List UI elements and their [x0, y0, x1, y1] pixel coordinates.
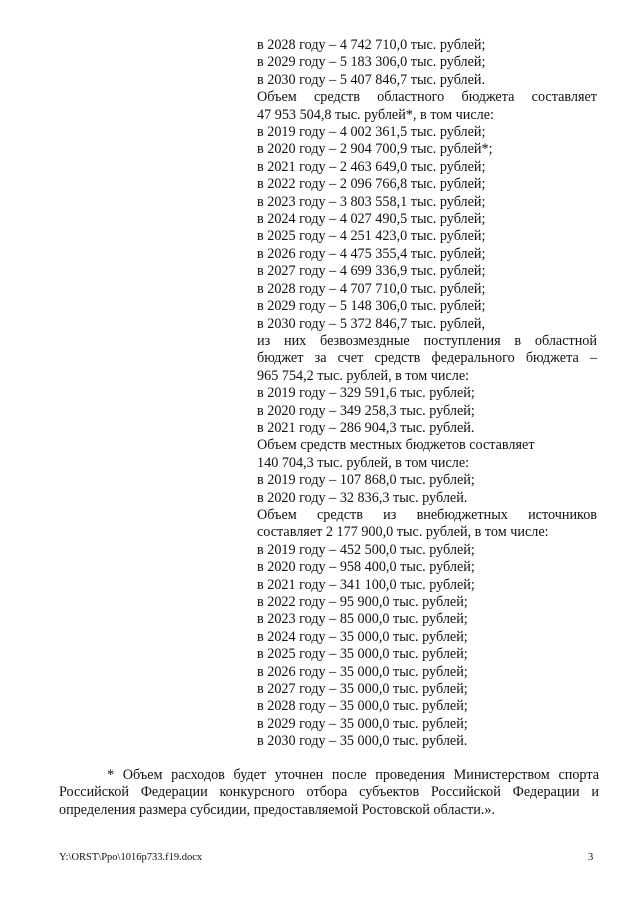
text-line: в 2019 году – 452 500,0 тыс. рублей; — [257, 541, 475, 558]
text-line: в 2020 году – 958 400,0 тыс. рублей; — [257, 559, 475, 576]
federal-paragraph-line: бюджет за счет средств федерального бюджета – — [257, 350, 597, 367]
text-line: в 2020 году – 349 258,3 тыс. рублей; — [257, 402, 475, 419]
text-line: в 2019 году – 4 002 361,5 тыс. рублей; — [257, 124, 486, 141]
text-line: в 2029 году – 5 148 306,0 тыс. рублей; — [257, 298, 486, 315]
text-line: в 2029 году – 5 183 306,0 тыс. рублей; — [257, 54, 486, 71]
local-total: 140 704,3 тыс. рублей, в том числе: — [257, 454, 470, 471]
text-line: в 2022 году – 95 900,0 тыс. рублей; — [257, 594, 468, 610]
text-line: в 2023 году – 85 000,0 тыс. рублей; — [257, 611, 468, 628]
text-line: в 2030 году – 5 407 846,7 тыс. рублей. — [257, 71, 486, 88]
text-line: в 2019 году – 107 868,0 тыс. рублей; — [257, 472, 475, 489]
text-line: в 2025 году – 35 000,0 тыс. рублей; — [257, 646, 468, 663]
footnote-text: * Объем расходов будет уточнен после проведения Министерством спорта Российской Федерации конкурсного отбора субъектов Российской Федерации и определения размера субсидии, предоставляемой Ростовской области.». — [59, 767, 599, 818]
text-line: в 2024 году – 4 027 490,5 тыс. рублей; — [257, 211, 486, 228]
text-line: в 2020 году – 32 836,3 тыс. рублей. — [257, 489, 468, 506]
footnote — [59, 767, 599, 819]
local-heading: Объем средств местных бюджетов составляет — [257, 437, 535, 454]
total-lines — [257, 37, 597, 89]
text-line: в 2029 году – 35 000,0 тыс. рублей; — [257, 715, 468, 732]
text-line: в 2027 году – 4 699 336,9 тыс. рублей; — [257, 263, 486, 280]
federal-total: 965 754,2 тыс. рублей, в том числе: — [257, 367, 470, 384]
extrabudget-total: составляет 2 177 900,0 тыс. рублей, в том числе: — [257, 524, 549, 541]
text-line: в 2026 году – 35 000,0 тыс. рублей; — [257, 663, 468, 680]
extrabudget-lines — [257, 542, 597, 751]
text-line: в 2026 году – 4 475 355,4 тыс. рублей; — [257, 245, 486, 262]
text-line: в 2027 году – 35 000,0 тыс. рублей; — [257, 681, 468, 698]
file-path: Y:\ORST\Ppo\1016p733.f19.docx — [59, 852, 203, 863]
text-line: в 2021 году – 286 904,3 тыс. рублей. — [257, 419, 475, 436]
text-line: в 2022 году – 2 096 766,8 тыс. рублей; — [257, 176, 486, 193]
regional-lines — [257, 124, 597, 333]
text-line: в 2019 году – 329 591,6 тыс. рублей; — [257, 385, 475, 402]
text-line: в 2028 году – 4 707 710,0 тыс. рублей; — [257, 280, 486, 297]
text-line: в 2028 году – 35 000,0 тыс. рублей; — [257, 698, 468, 715]
text-line: в 2025 году – 4 251 423,0 тыс. рублей; — [257, 228, 486, 245]
funding-column — [257, 37, 597, 751]
text-line: в 2028 году – 4 742 710,0 тыс. рублей; — [257, 37, 486, 53]
text-line: в 2021 году – 2 463 649,0 тыс. рублей; — [257, 158, 486, 175]
extrabudget-heading: Объем средств из внебюджетных источников — [257, 506, 597, 523]
text-line: в 2023 году – 3 803 558,1 тыс. рублей; — [257, 193, 486, 210]
page-number: 3 — [588, 852, 594, 863]
federal-paragraph-line: из них безвозмездные поступления в областной — [257, 332, 597, 349]
text-line: в 2030 году – 5 372 846,7 тыс. рублей, — [257, 315, 486, 332]
local-lines — [257, 472, 597, 507]
regional-total: 47 953 504,8 тыс. рублей*, в том числе: — [257, 106, 494, 123]
text-line: в 2021 году – 341 100,0 тыс. рублей; — [257, 576, 475, 593]
federal-lines — [257, 385, 597, 437]
text-line: в 2020 году – 2 904 700,9 тыс. рублей*; — [257, 141, 493, 158]
text-line: в 2024 году – 35 000,0 тыс. рублей; — [257, 628, 468, 645]
regional-heading: Объем средств областного бюджета составляет — [257, 89, 597, 106]
text-line: в 2030 году – 35 000,0 тыс. рублей. — [257, 733, 468, 750]
